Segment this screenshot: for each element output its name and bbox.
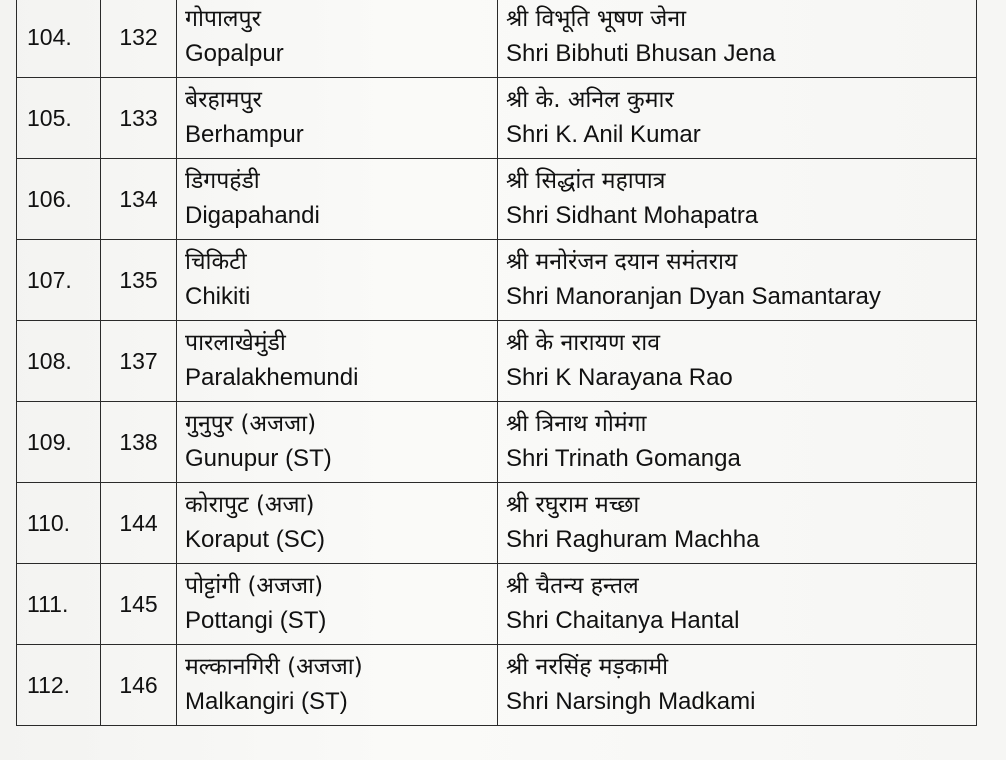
candidate-name-english: Shri K. Anil Kumar <box>506 121 701 148</box>
serial-number: 105. <box>27 104 72 131</box>
constituency-cell <box>177 0 498 78</box>
constituency-cell <box>177 402 498 483</box>
constituency-number-cell <box>101 402 177 483</box>
constituency-name-english: Gopalpur <box>185 40 284 67</box>
table-row <box>17 321 977 402</box>
constituency-cell <box>177 321 498 402</box>
candidate-name-hindi: श्री त्रिनाथ गोमंगा <box>506 411 647 437</box>
constituency-number-cell <box>101 564 177 645</box>
candidate-name-english: Shri K Narayana Rao <box>506 364 733 391</box>
constituency-number-cell <box>101 483 177 564</box>
constituency-number: 145 <box>119 590 158 617</box>
candidate-name-hindi: श्री नरसिंह मड़कामी <box>506 654 669 680</box>
constituency-name-hindi: कोरापुट (अजा) <box>185 492 315 518</box>
candidate-name-english: Shri Sidhant Mohapatra <box>506 202 759 229</box>
constituency-name-hindi: पोट्टांगी (अजजा) <box>185 573 324 599</box>
table-row <box>17 483 977 564</box>
constituency-number: 146 <box>119 671 158 698</box>
constituency-cell <box>177 645 498 726</box>
serial-number-cell <box>17 402 101 483</box>
constituency-name-hindi: बेरहामपुर <box>185 87 262 113</box>
constituency-name-hindi: डिगपहंडी <box>185 168 260 194</box>
candidate-name-english: Shri Chaitanya Hantal <box>506 607 740 634</box>
constituency-name-hindi: मल्कानगिरी (अजजा) <box>185 654 363 680</box>
serial-number: 108. <box>27 347 72 374</box>
candidate-cell <box>498 402 977 483</box>
constituency-cell <box>177 240 498 321</box>
serial-number: 104. <box>27 23 72 50</box>
serial-number-cell <box>17 564 101 645</box>
candidate-name-hindi: श्री रघुराम मच्छा <box>506 492 640 518</box>
serial-number: 110. <box>27 509 71 536</box>
constituency-number-cell <box>101 321 177 402</box>
candidate-name-english: Shri Bibhuti Bhusan Jena <box>506 40 776 67</box>
candidate-name-hindi: श्री के. अनिल कुमार <box>506 87 674 113</box>
candidate-name-english: Shri Manoranjan Dyan Samantaray <box>506 283 881 310</box>
serial-number-cell <box>17 321 101 402</box>
constituency-number-cell <box>101 159 177 240</box>
constituency-name-hindi: गुनुपुर (अजजा) <box>185 411 317 437</box>
constituency-number: 144 <box>119 509 158 536</box>
table-row <box>17 78 977 159</box>
serial-number: 107. <box>27 266 72 293</box>
constituency-cell <box>177 78 498 159</box>
candidate-name-english: Shri Raghuram Machha <box>506 526 760 553</box>
constituency-number-cell <box>101 645 177 726</box>
constituency-name-english: Koraput (SC) <box>185 526 326 553</box>
serial-number-cell <box>17 159 101 240</box>
table-row <box>17 240 977 321</box>
table-row <box>17 402 977 483</box>
candidate-cell <box>498 159 977 240</box>
serial-number-cell <box>17 483 101 564</box>
candidate-cell <box>498 78 977 159</box>
constituency-cell <box>177 159 498 240</box>
candidate-name-hindi: श्री चैतन्य हन्तल <box>506 573 639 599</box>
constituency-name-english: Paralakhemundi <box>185 364 359 391</box>
candidate-cell <box>498 564 977 645</box>
serial-number-cell <box>17 78 101 159</box>
candidate-table <box>16 0 977 726</box>
candidate-name-hindi: श्री मनोरंजन दयान समंतराय <box>506 249 738 275</box>
candidate-name-english: Shri Narsingh Madkami <box>506 688 756 715</box>
constituency-number-cell <box>101 240 177 321</box>
table-row <box>17 0 977 78</box>
serial-number-cell <box>17 240 101 321</box>
constituency-cell <box>177 483 498 564</box>
constituency-name-hindi: पारलाखेमुंडी <box>185 330 286 356</box>
table-row <box>17 564 977 645</box>
constituency-number: 137 <box>119 347 158 374</box>
constituency-name-english: Malkangiri (ST) <box>185 688 348 715</box>
candidate-cell <box>498 483 977 564</box>
candidate-cell <box>498 240 977 321</box>
serial-number-cell <box>17 645 101 726</box>
constituency-number: 132 <box>119 23 158 50</box>
serial-number: 109. <box>27 428 72 455</box>
candidate-cell <box>498 0 977 78</box>
table-row <box>17 159 977 240</box>
table-row <box>17 645 977 726</box>
serial-number: 112. <box>27 671 71 698</box>
constituency-name-hindi: चिकिटी <box>185 249 247 275</box>
constituency-number: 135 <box>119 266 158 293</box>
serial-number: 106. <box>27 185 72 212</box>
serial-number-cell <box>17 0 101 78</box>
candidate-name-hindi: श्री के नारायण राव <box>506 330 661 356</box>
constituency-number: 134 <box>119 185 158 212</box>
constituency-number: 138 <box>119 428 158 455</box>
constituency-cell <box>177 564 498 645</box>
constituency-number: 133 <box>119 104 158 131</box>
candidate-name-hindi: श्री विभूति भूषण जेना <box>506 6 687 32</box>
candidate-name-english: Shri Trinath Gomanga <box>506 445 741 472</box>
serial-number: 111. <box>27 590 69 617</box>
constituency-name-english: Pottangi (ST) <box>185 607 327 634</box>
candidate-cell <box>498 321 977 402</box>
constituency-name-hindi: गोपालपुर <box>185 6 261 32</box>
candidate-name-hindi: श्री सिद्धांत महापात्र <box>506 168 666 194</box>
constituency-number-cell <box>101 78 177 159</box>
constituency-name-english: Berhampur <box>185 121 304 148</box>
constituency-name-english: Digapahandi <box>185 202 320 229</box>
candidate-cell <box>498 645 977 726</box>
constituency-name-english: Chikiti <box>185 283 251 310</box>
constituency-number-cell <box>101 0 177 78</box>
constituency-name-english: Gunupur (ST) <box>185 445 332 472</box>
